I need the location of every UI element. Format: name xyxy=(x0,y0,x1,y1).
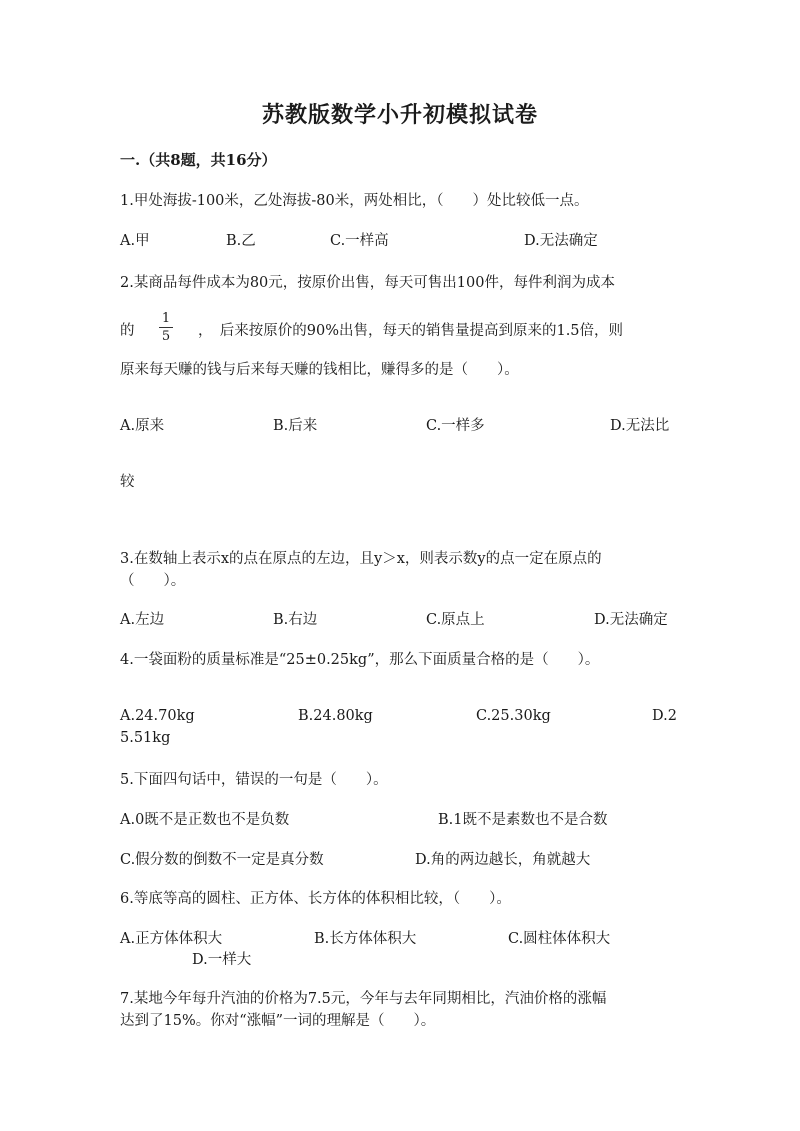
question-3-line-2: （ ）。 xyxy=(120,573,186,589)
question-7-line-1: 7.某地今年每升汽油的价格为7.5元，今年与去年同期相比，汽油价格的涨幅 xyxy=(120,991,607,1007)
question-6-option-c[interactable]: C.圆柱体体积大 xyxy=(508,931,611,947)
question-1-option-b[interactable]: B.乙 xyxy=(226,233,256,249)
question-2-line-2-prefix: 的 xyxy=(120,323,135,339)
question-2-option-d[interactable]: D.无法比 xyxy=(610,418,670,434)
question-2-option-a[interactable]: A.原来 xyxy=(120,418,165,434)
question-2-option-c[interactable]: C.一样多 xyxy=(426,418,485,434)
question-6-option-d[interactable]: D.一样大 xyxy=(192,952,252,968)
page-title: 苏教版数学小升初模拟试卷 xyxy=(261,102,538,128)
question-1-option-d[interactable]: D.无法确定 xyxy=(524,233,598,249)
question-1-option-a[interactable]: A.甲 xyxy=(120,233,150,249)
question-3-option-d[interactable]: D.无法确定 xyxy=(594,612,668,628)
question-4-option-d[interactable]: D.2 xyxy=(652,708,677,724)
question-4-option-d-wrap: 5.51kg xyxy=(120,730,171,746)
question-5-option-b[interactable]: B.1既不是素数也不是合数 xyxy=(438,812,608,828)
question-2-option-b[interactable]: B.后来 xyxy=(273,418,318,434)
question-6-option-b[interactable]: B.长方体体积大 xyxy=(314,931,417,947)
question-4-option-c[interactable]: C.25.30kg xyxy=(476,708,551,724)
question-7-line-2: 达到了15%。你对“涨幅”一词的理解是（ ）。 xyxy=(120,1013,436,1029)
question-2-line-2-suffix: ， 后来按原价的90%出售，每天的销售量提高到原来的1.5倍，则 xyxy=(198,323,624,339)
question-2-line-1: 2.某商品每件成本为80元，按原价出售，每天可售出100件，每件利润为成本 xyxy=(120,275,615,291)
question-4-option-b[interactable]: B.24.80kg xyxy=(298,708,373,724)
fraction-denominator: 5 xyxy=(161,329,171,344)
question-1-stem: 1.甲处海拔-100米，乙处海拔-80米，两处相比，（ ）处比较低一点。 xyxy=(120,193,589,209)
fraction-bar xyxy=(159,327,173,328)
question-5-option-d[interactable]: D.角的两边越长，角就越大 xyxy=(415,852,591,868)
question-3-option-c[interactable]: C.原点上 xyxy=(426,612,485,628)
question-2-line-3: 原来每天赚的钱与后来每天赚的钱相比，赚得多的是（ ）。 xyxy=(120,362,519,378)
question-6-option-a[interactable]: A.正方体体积大 xyxy=(120,931,223,947)
fraction-one-fifth xyxy=(159,311,173,344)
question-6-stem: 6.等底等高的圆柱、正方体、长方体的体积相比较，（ ）。 xyxy=(120,891,511,907)
question-3-line-1: 3.在数轴上表示x的点在原点的左边，且y＞x，则表示数y的点一定在原点的 xyxy=(120,551,602,567)
question-2-option-d-wrap: 较 xyxy=(120,474,135,490)
question-3-option-b[interactable]: B.右边 xyxy=(273,612,318,628)
question-5-stem: 5.下面四句话中，错误的一句是（ ）。 xyxy=(120,772,388,788)
question-5-option-c[interactable]: C.假分数的倒数不一定是真分数 xyxy=(120,852,324,868)
question-4-stem: 4.一袋面粉的质量标准是“25±0.25kg”，那么下面质量合格的是（ ）。 xyxy=(120,652,600,668)
question-4-option-a[interactable]: A.24.70kg xyxy=(120,708,195,724)
fraction-numerator: 1 xyxy=(161,311,171,326)
question-3-option-a[interactable]: A.左边 xyxy=(120,612,165,628)
section-heading: 一.（共8题，共16分） xyxy=(120,151,277,169)
question-1-option-c[interactable]: C.一样高 xyxy=(330,233,389,249)
question-5-option-a[interactable]: A.0既不是正数也不是负数 xyxy=(120,812,290,828)
